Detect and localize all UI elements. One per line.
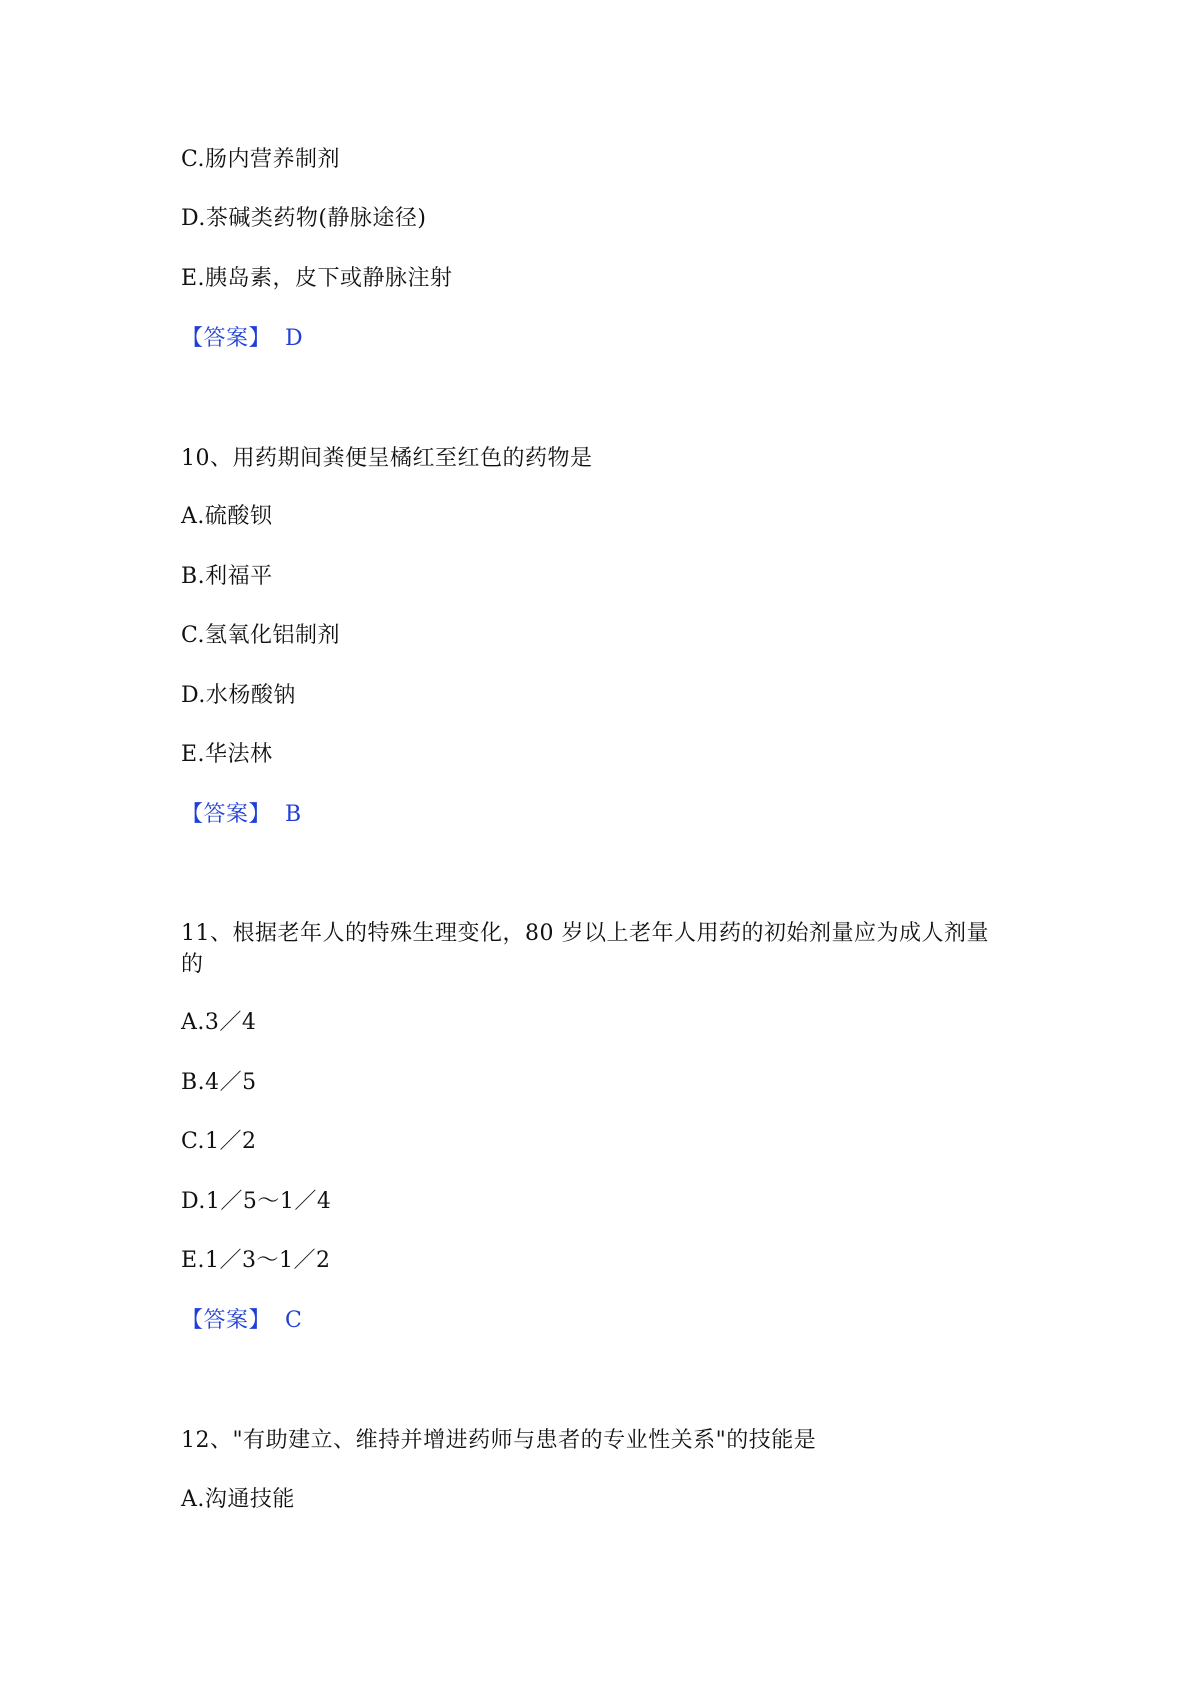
option-d: D.1／5～1／4 <box>181 1189 332 1214</box>
option-a: A.硫酸钡 <box>181 504 273 529</box>
option-e: E.1／3～1／2 <box>181 1248 331 1273</box>
question-12: 12、"有助建立、维持并增进药师与患者的专业性关系"的技能是 <box>181 1428 817 1453</box>
option-e: E.华法林 <box>181 742 273 767</box>
answer-line <box>181 800 302 830</box>
question-11: 11、根据老年人的特殊生理变化，80 岁以上老年人用药的初始剂量应为成人剂量的 <box>181 921 989 977</box>
option-b: B.4／5 <box>181 1070 257 1095</box>
answer-label: 【答案】 <box>181 326 272 351</box>
answer-line <box>181 324 303 354</box>
question-10: 10、用药期间粪便呈橘红至红色的药物是 <box>181 446 593 471</box>
option-c: C.肠内营养制剂 <box>181 147 341 172</box>
option-b: B.利福平 <box>181 564 273 589</box>
option-c: C.氢氧化铝制剂 <box>181 623 341 648</box>
option-a: A.3／4 <box>181 1010 257 1035</box>
answer-value: C <box>285 1308 303 1333</box>
answer-label: 【答案】 <box>181 1308 272 1333</box>
option-d: D.水杨酸钠 <box>181 683 296 708</box>
option-a: A.沟通技能 <box>181 1487 295 1512</box>
answer-value: B <box>285 802 302 827</box>
answer-label: 【答案】 <box>181 802 272 827</box>
answer-line <box>181 1306 302 1336</box>
option-e: E.胰岛素，皮下或静脉注射 <box>181 266 453 291</box>
option-d: D.茶碱类药物(静脉途径) <box>181 206 427 231</box>
option-c: C.1／2 <box>181 1129 257 1154</box>
answer-value: D <box>285 326 304 351</box>
